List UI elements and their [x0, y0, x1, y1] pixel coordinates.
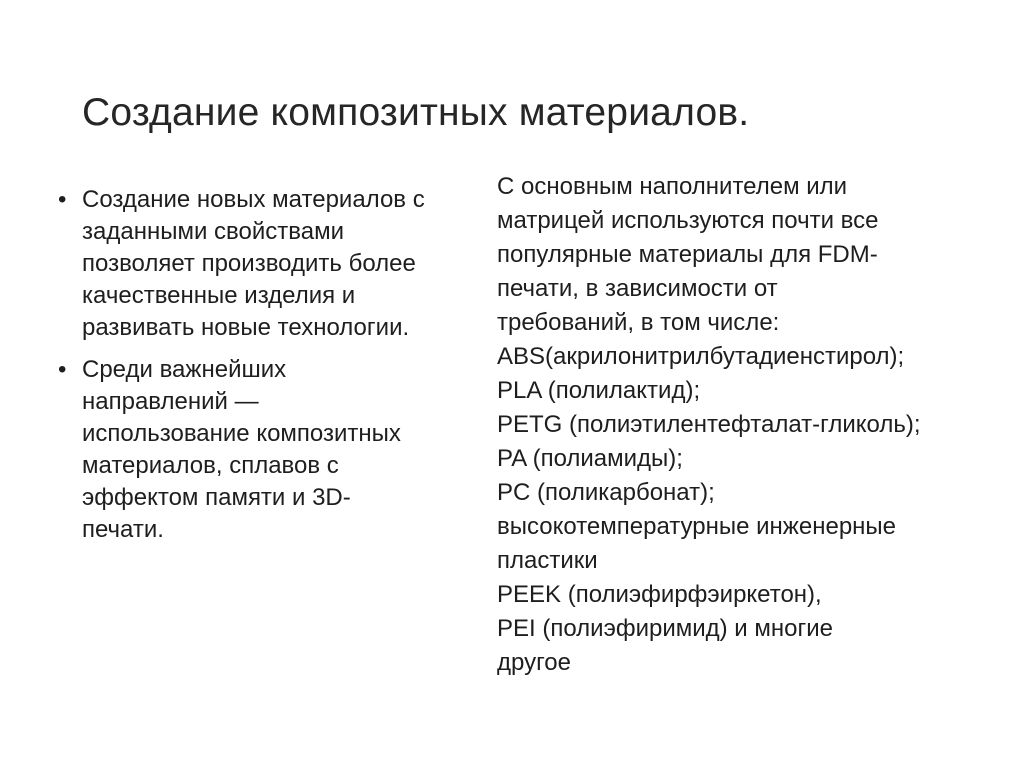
- materials-line: PETG (полиэтилентефталат-гликоль);: [497, 411, 921, 438]
- bullet-item: [58, 354, 478, 546]
- materials-line: пластики: [497, 547, 598, 574]
- materials-line: печати, в зависимости от: [497, 275, 778, 302]
- bullet-text: Среди важнейших направлений — использование композитных материалов, сплавов с эффектом памяти и 3D- печати.: [82, 356, 401, 543]
- bullet-marker: •: [58, 356, 67, 383]
- bullet-text: Создание новых материалов с заданными свойствами позволяет производить более качественные изделия и развивать новые технологии.: [82, 186, 425, 341]
- materials-line: PC (поликарбонат);: [497, 479, 715, 506]
- materials-line: PLA (полилактид);: [497, 377, 701, 404]
- materials-line: С основным наполнителем или: [497, 173, 848, 200]
- bullet-item: [58, 184, 478, 344]
- materials-line: другое: [497, 649, 572, 676]
- materials-list: [497, 170, 977, 680]
- materials-line: PEI (полиэфиримид) и многие: [497, 615, 833, 642]
- slide-title: Создание композитных материалов.: [82, 91, 750, 134]
- materials-line: PEEK (полиэфирфэиркетон),: [497, 581, 822, 608]
- materials-line: требований, в том числе:: [497, 309, 780, 336]
- materials-line: матрицей используются почти все: [497, 207, 879, 234]
- bullet-marker: •: [58, 186, 67, 213]
- materials-line: PA (полиамиды);: [497, 445, 683, 472]
- materials-line: высокотемпературные инженерные: [497, 513, 897, 540]
- left-bullet-list: [58, 184, 478, 556]
- materials-line: популярные материалы для FDM-: [497, 241, 878, 268]
- materials-line: ABS(акрилонитрилбутадиенстирол);: [497, 343, 905, 370]
